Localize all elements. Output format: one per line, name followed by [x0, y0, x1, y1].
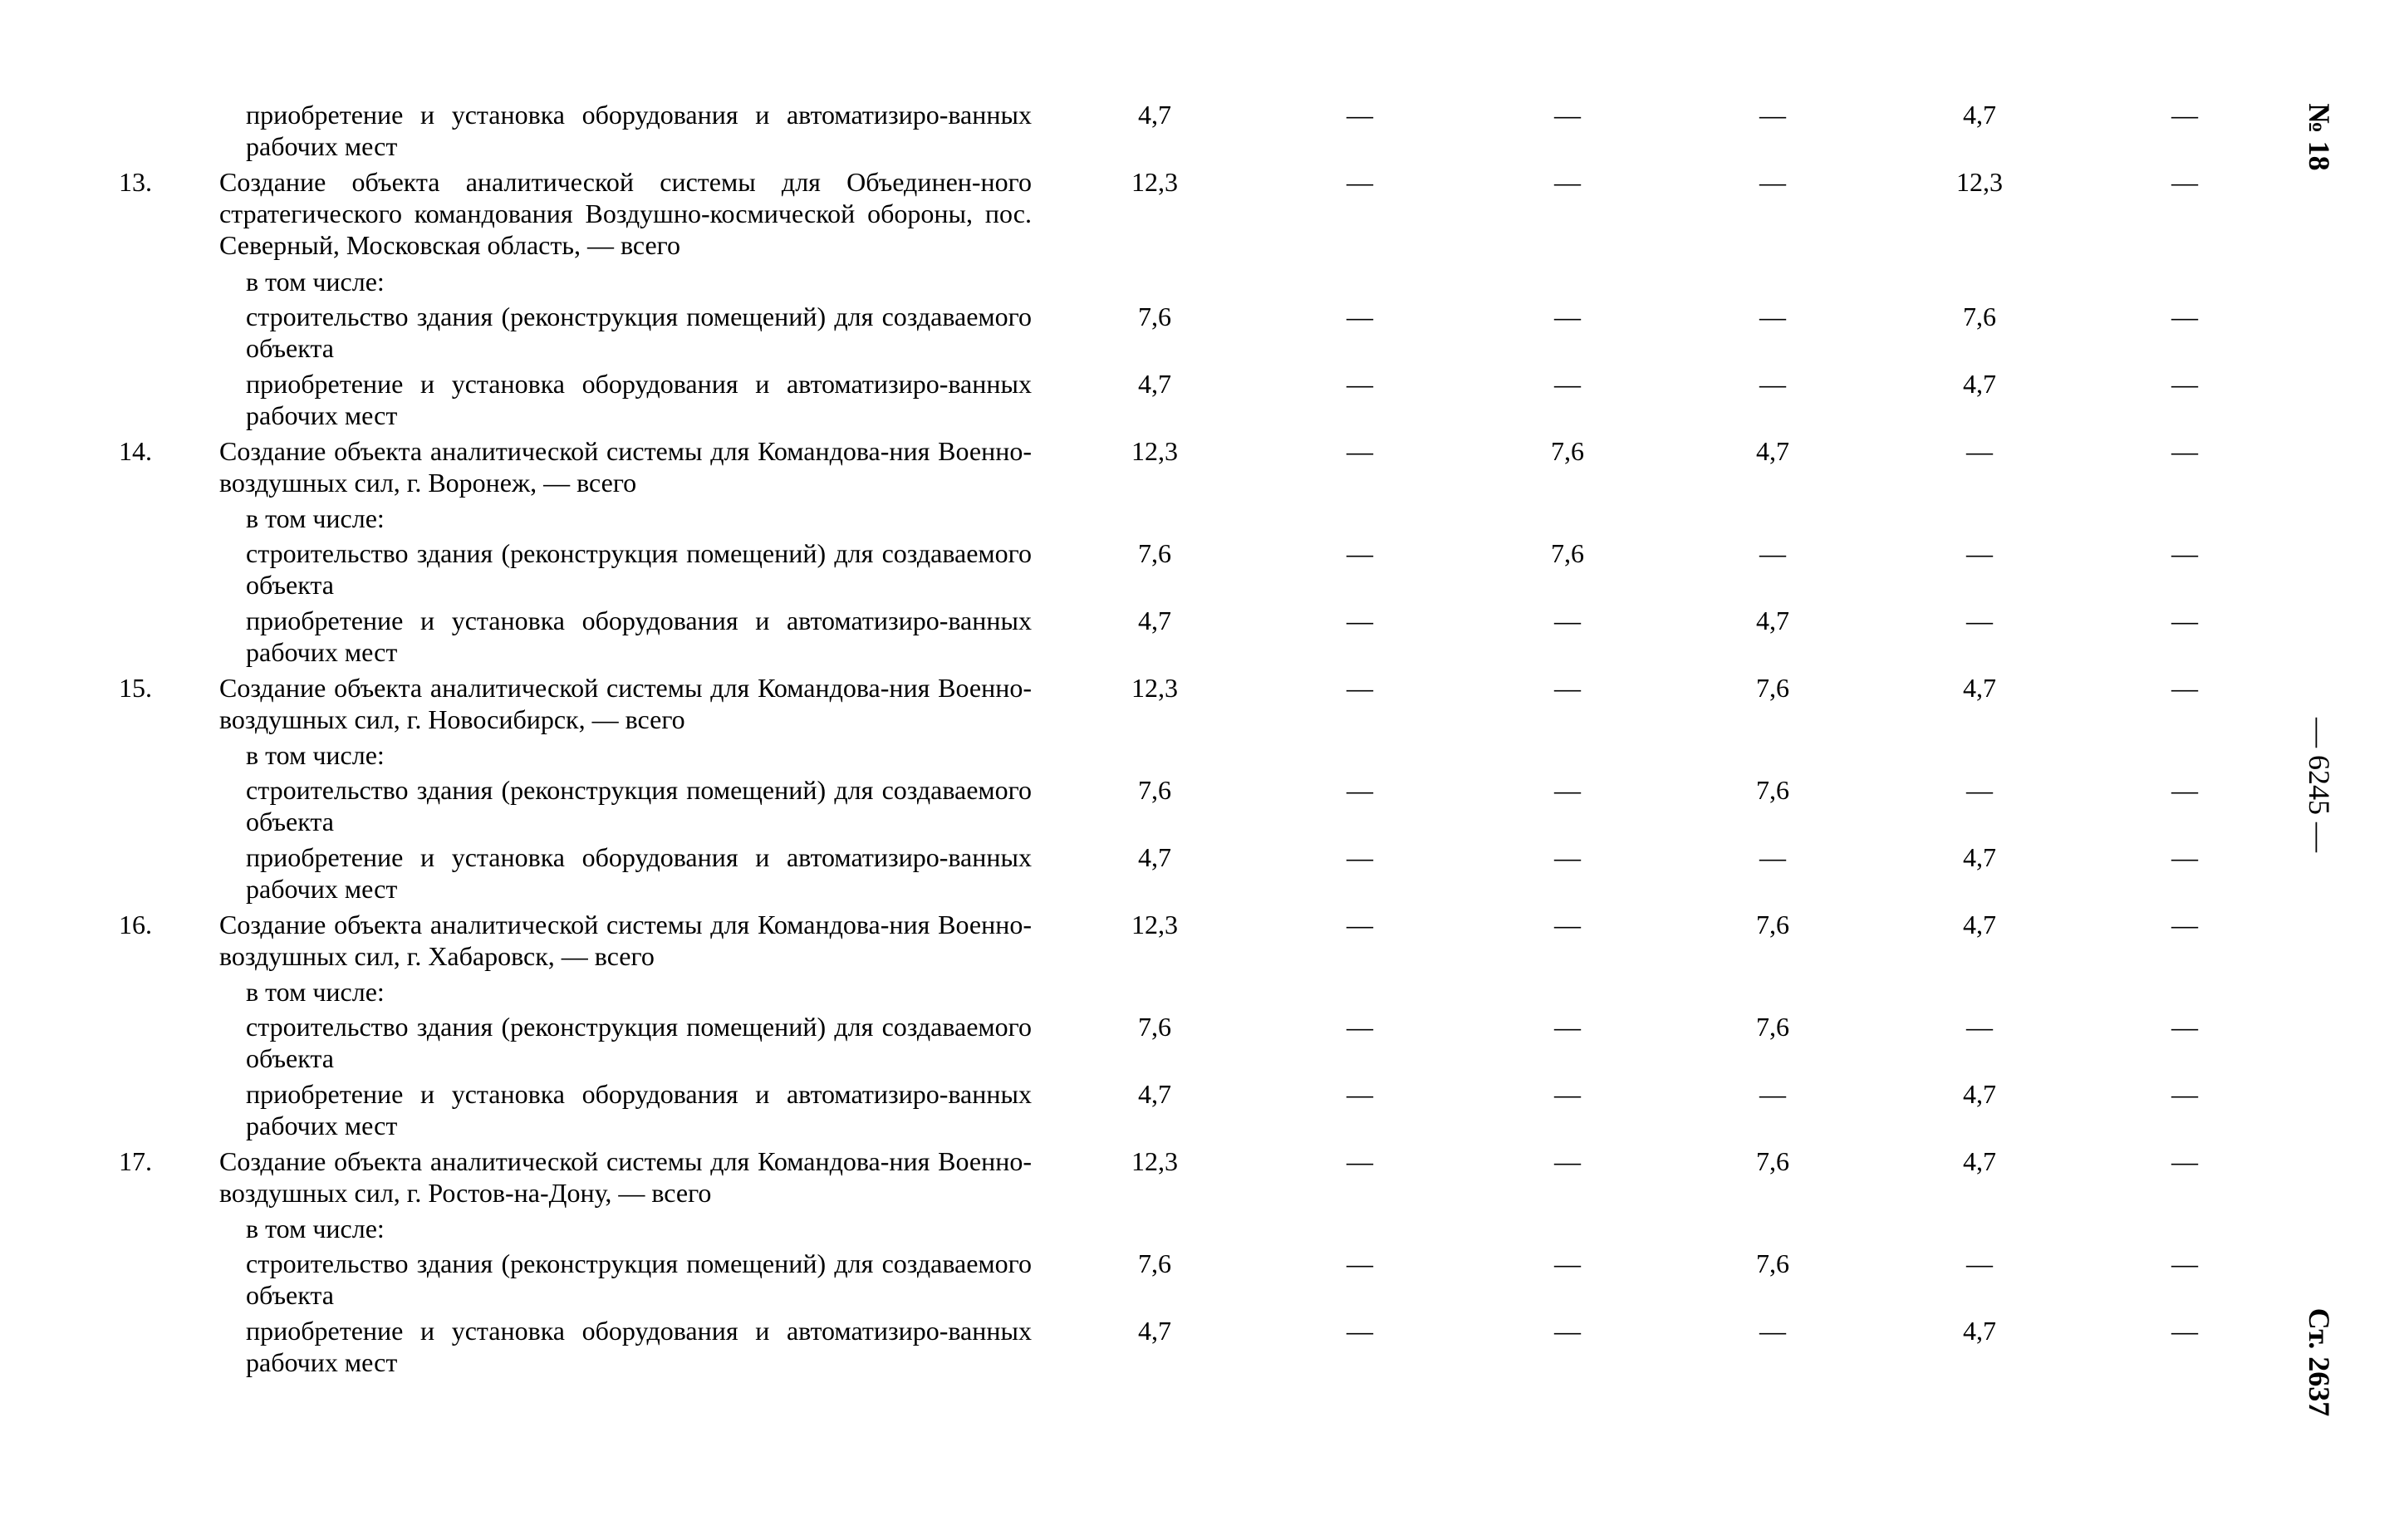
value-cell: — [1554, 910, 1581, 939]
value-cell: 4,7 [1963, 673, 1996, 703]
value-cell: — [1554, 100, 1581, 130]
value-cell: — [1347, 1079, 1373, 1109]
value-cell: 12,3 [1131, 436, 1178, 466]
value-cell: — [1347, 167, 1373, 197]
value-cell: 7,6 [1138, 538, 1171, 568]
value-cell: — [1759, 100, 1786, 130]
value-cell: 4,7 [1963, 100, 1996, 130]
table-row [0, 1011, 2243, 1077]
row-description: Создание объекта аналитической системы для Командова-ния Военно-воздушных сил, г. Хабаровск, — всего [219, 910, 1032, 971]
value-cell: — [1554, 842, 1581, 872]
row-description: Создание объекта аналитической системы для Командова-ния Военно-воздушных сил, г. Новосибирск, — всего [219, 673, 1032, 734]
value-cell: — [2171, 842, 2198, 872]
value-cell: — [2171, 673, 2198, 703]
value-cell: 7,6 [1551, 436, 1584, 466]
value-cell: 7,6 [1138, 775, 1171, 805]
value-cell: — [1347, 1146, 1373, 1176]
value-cell: — [1347, 606, 1373, 635]
table-row [0, 774, 2243, 841]
value-cell: 12,3 [1131, 673, 1178, 703]
value-cell: — [2171, 1012, 2198, 1042]
value-cell: 12,3 [1131, 167, 1178, 197]
value-cell: — [1554, 1248, 1581, 1278]
table-row [0, 605, 2243, 671]
row-description: приобретение и установка оборудования и автоматизиро-ванных рабочих мест [246, 1079, 1032, 1140]
table-row [0, 841, 2243, 908]
value-cell: — [2171, 1316, 2198, 1346]
value-cell: — [2171, 1248, 2198, 1278]
table-row [0, 537, 2243, 604]
value-cell: 4,7 [1963, 1316, 1996, 1346]
value-cell: — [1554, 1079, 1581, 1109]
table-row [0, 166, 2243, 260]
row-number: 13. [119, 167, 152, 197]
value-cell: — [1966, 1248, 1993, 1278]
value-cell: — [1554, 302, 1581, 331]
value-cell: — [1554, 167, 1581, 197]
value-cell: — [1759, 1079, 1786, 1109]
value-cell: 7,6 [1756, 1012, 1789, 1042]
row-description: в том числе: [246, 977, 385, 1007]
value-cell: — [1347, 910, 1373, 939]
value-cell: — [2171, 100, 2198, 130]
document-page: № 18 — 6245 — Ст. 2637 приобретение и установка оборудования и автоматизиро-ванных рабочих мест 4,7 — — — 4,7 — 13. Создание объекта аналитической системы для Объединен-ного стратегического командования Воздушно-космической обороны, пос. Северный, Московская область, — всего 12,3 — — — 12,3 — в том числе: строительство здания (реконструкция помещений) для создаваемого объекта 7,6 — — — 7,6 — приобретение и установка оборудования и автоматизиро-ванных рабочих мест 4,7 — — — 4,7 — 14. Создание объекта аналитической системы для Командова-ния Военно-воздушных сил, г. Воронеж, — всего 12,3 — 7,6 4,7 — — в том числе: строительство здания (реконструкция помещений) для создаваемого объекта 7,6 — 7,6 — — — приобретение и установка оборудования и автоматизиро-ванных рабочих мест 4,7 — — 4,7 — — 15. Создание объекта аналитической системы для Командова-ния Военно-воздушных сил, г. Новосибирск, — всего 12,3 — — 7,6 4,7 — в том числе: строительство здания (реконструкция помещений) для создаваемого объекта 7,6 — — 7,6 — — приобретение и установка оборудования и автоматизиро-ванных рабочих мест 4,7 — — — 4,7 — 16. Создание объекта аналитической системы для Командова-ния Военно-воздушных сил, г. Хабаровск, — всего 12,3 — — 7,6 4,7 — в том числе: строительство здания (реконструкция помещений) для создаваемого объекта 7,6 — — 7,6 — — приобретение и установка оборудования и автоматизиро-ванных рабочих мест 4,7 — — — 4,7 — 17. Создание объекта аналитической системы для Командова-ния Военно-воздушных сил, г. Ростов-на-Дону, — всего 12,3 — — 7,6 4,7 — в том числе: строительство здания (реконструкция помещений) для создаваемого объекта 7,6 — — 7,6 — — приобретение и установка оборудования и автоматизиро-ванных рабочих мест 4,7 — — — 4,7 — [0, 0, 2404, 1540]
row-description: в том числе: [246, 1214, 385, 1243]
value-cell: — [1554, 1012, 1581, 1042]
value-cell: — [1347, 100, 1373, 130]
value-cell: — [1554, 1316, 1581, 1346]
value-cell: 12,3 [1131, 1146, 1178, 1176]
value-cell: 4,7 [1138, 1079, 1171, 1109]
row-number: 16. [119, 910, 152, 939]
row-number: 14. [119, 436, 152, 466]
row-description: в том числе: [246, 503, 385, 533]
value-cell: — [2171, 1146, 2198, 1176]
row-description: в том числе: [246, 740, 385, 770]
row-description: приобретение и установка оборудования и автоматизиро-ванных рабочих мест [246, 100, 1032, 161]
value-cell: — [1347, 1012, 1373, 1042]
value-cell: — [1966, 1012, 1993, 1042]
value-cell: — [2171, 167, 2198, 197]
row-description: строительство здания (реконструкция помещений) для создаваемого объекта [246, 1248, 1032, 1310]
table-row [0, 1145, 2243, 1212]
row-description: приобретение и установка оборудования и автоматизиро-ванных рабочих мест [246, 1316, 1032, 1377]
value-cell: — [1966, 436, 1993, 466]
value-cell: 7,6 [1756, 673, 1789, 703]
row-description: строительство здания (реконструкция помещений) для создаваемого объекта [246, 1012, 1032, 1073]
value-cell: 4,7 [1963, 1146, 1996, 1176]
value-cell: 7,6 [1138, 1012, 1171, 1042]
table-row [0, 1315, 2243, 1381]
value-cell: — [2171, 436, 2198, 466]
row-description: приобретение и установка оборудования и автоматизиро-ванных рабочих мест [246, 842, 1032, 904]
row-number: 17. [119, 1146, 152, 1176]
value-cell: 4,7 [1138, 1316, 1171, 1346]
row-description: приобретение и установка оборудования и автоматизиро-ванных рабочих мест [246, 369, 1032, 430]
value-cell: 4,7 [1963, 910, 1996, 939]
value-cell: 12,3 [1131, 910, 1178, 939]
value-cell: — [1759, 302, 1786, 331]
value-cell: 7,6 [1756, 1146, 1789, 1176]
value-cell: — [1759, 167, 1786, 197]
value-cell: 4,7 [1138, 606, 1171, 635]
row-number: 15. [119, 673, 152, 703]
value-cell: — [1347, 538, 1373, 568]
value-cell: 7,6 [1138, 302, 1171, 331]
table-row [0, 99, 2243, 165]
table-row [0, 368, 2243, 434]
value-cell: — [1554, 775, 1581, 805]
table-row [0, 435, 2243, 502]
row-description: Создание объекта аналитической системы для Объединен-ного стратегического командования Воздушно-космической обороны, пос. Северный, Московская область, — всего [219, 167, 1032, 260]
value-cell: 4,7 [1138, 100, 1171, 130]
value-cell: 4,7 [1138, 369, 1171, 399]
value-cell: — [2171, 1079, 2198, 1109]
row-description: строительство здания (реконструкция помещений) для создаваемого объекта [246, 775, 1032, 836]
table-row [0, 672, 2243, 738]
value-cell: 7,6 [1138, 1248, 1171, 1278]
value-cell: — [2171, 369, 2198, 399]
value-cell: 4,7 [1138, 842, 1171, 872]
row-description: строительство здания (реконструкция помещений) для создаваемого объекта [246, 538, 1032, 600]
value-cell: 7,6 [1551, 538, 1584, 568]
row-description: строительство здания (реконструкция помещений) для создаваемого объекта [246, 302, 1032, 363]
value-cell: — [1347, 1316, 1373, 1346]
value-cell: — [1347, 1248, 1373, 1278]
value-cell: — [1347, 775, 1373, 805]
value-cell: — [1554, 369, 1581, 399]
value-cell: 4,7 [1963, 842, 1996, 872]
value-cell: 7,6 [1756, 775, 1789, 805]
row-description: Создание объекта аналитической системы для Командова-ния Военно-воздушных сил, г. Ростов-на-Дону, — всего [219, 1146, 1032, 1208]
value-cell: — [2171, 302, 2198, 331]
value-cell: 7,6 [1963, 302, 1996, 331]
value-cell: 4,7 [1756, 436, 1789, 466]
value-cell: — [1347, 436, 1373, 466]
value-cell: — [1554, 673, 1581, 703]
table-row [0, 301, 2243, 367]
value-cell: — [1347, 302, 1373, 331]
value-cell: 7,6 [1756, 910, 1789, 939]
value-cell: 12,3 [1956, 167, 2003, 197]
value-cell: — [2171, 606, 2198, 635]
row-description: приобретение и установка оборудования и автоматизиро-ванных рабочих мест [246, 606, 1032, 667]
value-cell: — [1347, 369, 1373, 399]
value-cell: — [1966, 606, 1993, 635]
value-cell: 4,7 [1963, 369, 1996, 399]
value-cell: 4,7 [1963, 1079, 1996, 1109]
value-cell: — [1966, 538, 1993, 568]
table-row [0, 909, 2243, 975]
value-cell: — [1966, 775, 1993, 805]
row-description: в том числе: [246, 267, 385, 297]
value-cell: — [1759, 842, 1786, 872]
value-cell: 4,7 [1756, 606, 1789, 635]
row-description: Создание объекта аналитической системы для Командова-ния Военно-воздушных сил, г. Воронеж, — всего [219, 436, 1032, 498]
value-cell: — [2171, 910, 2198, 939]
value-cell: — [1759, 369, 1786, 399]
value-cell: — [2171, 538, 2198, 568]
table-row [0, 1248, 2243, 1314]
value-cell: — [1554, 1146, 1581, 1176]
value-cell: — [1554, 606, 1581, 635]
value-cell: — [1759, 538, 1786, 568]
value-cell: 7,6 [1756, 1248, 1789, 1278]
value-cell: — [1759, 1316, 1786, 1346]
value-cell: — [2171, 775, 2198, 805]
table-row [0, 1078, 2243, 1145]
value-cell: — [1347, 673, 1373, 703]
value-cell: — [1347, 842, 1373, 872]
